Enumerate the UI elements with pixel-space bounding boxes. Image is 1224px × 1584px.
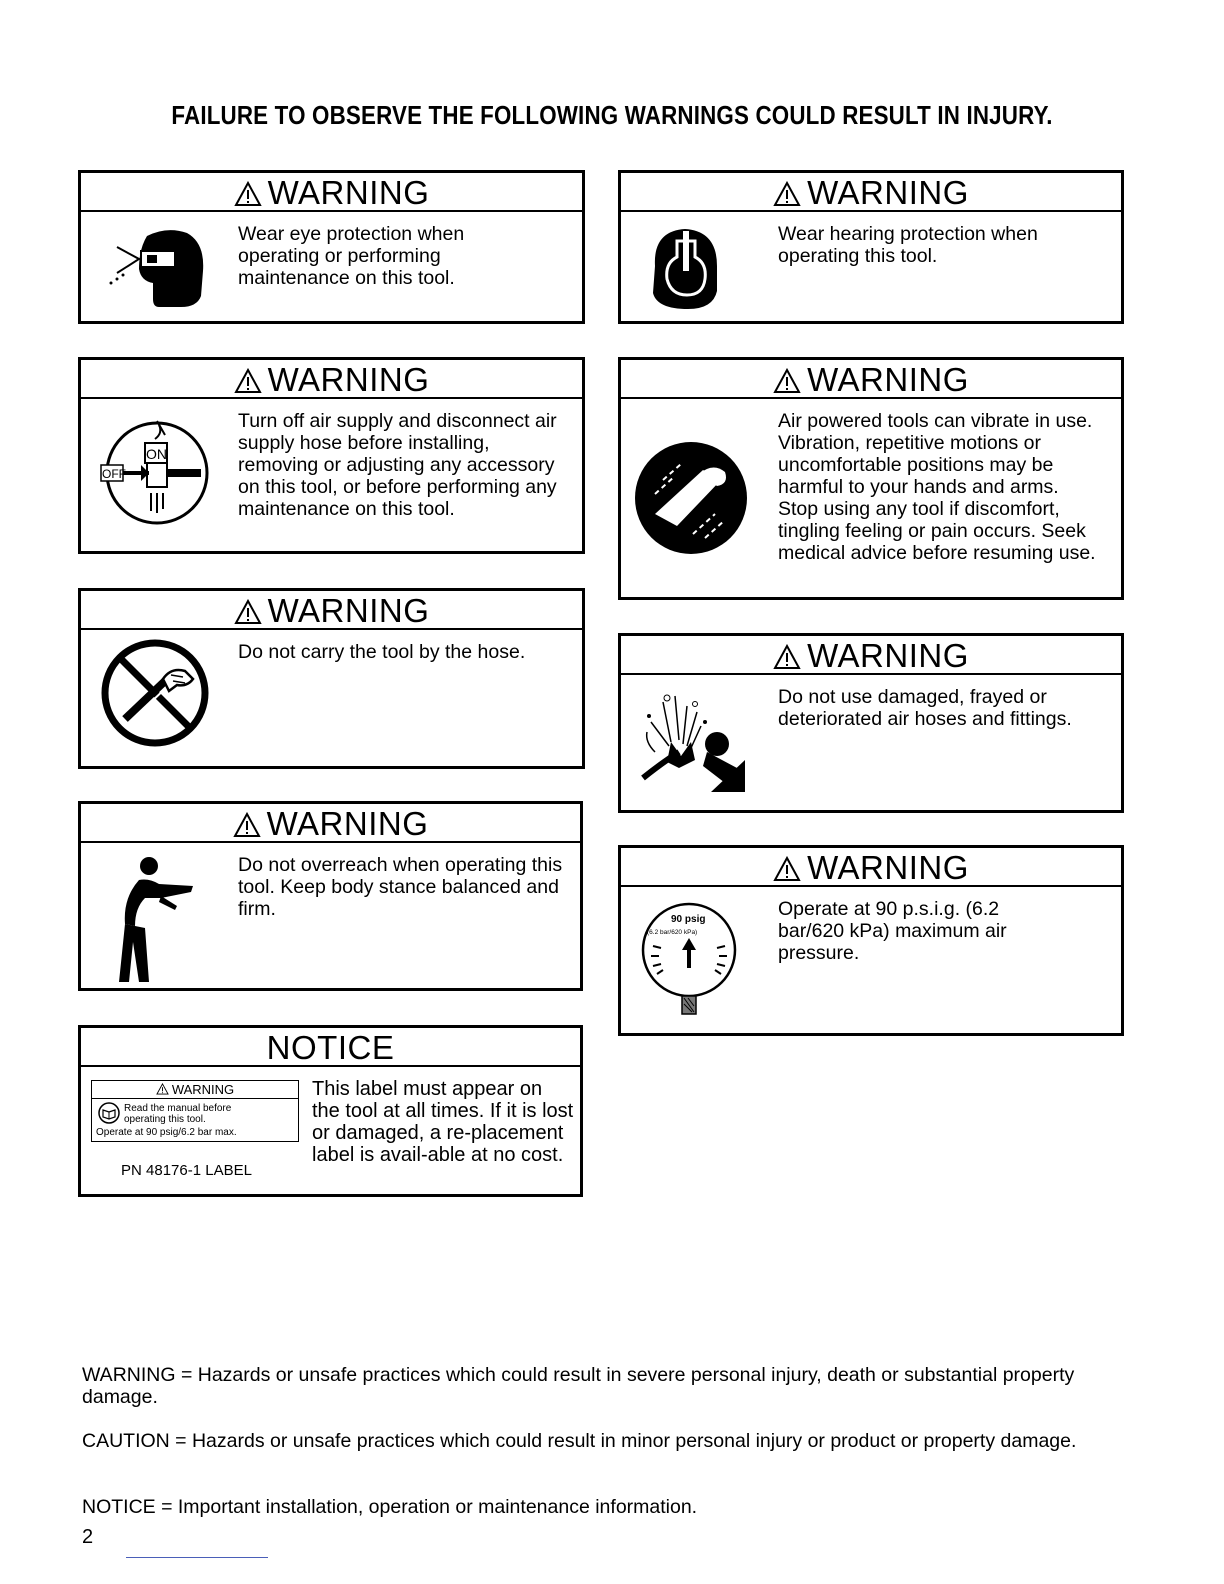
warning-triangle-icon: [156, 1083, 169, 1095]
label-sample-line2: Operate at 90 psig/6.2 bar max.: [96, 1127, 237, 1138]
replacement-label-sample: [91, 1080, 299, 1142]
page-headline: FAILURE TO OBSERVE THE FOLLOWING WARNINGS COULD RESULT IN INJURY.: [171, 100, 1053, 130]
footer-rule: [126, 1557, 268, 1558]
warning-header: [621, 848, 1121, 887]
warning-header: [81, 591, 582, 630]
warning-title: WARNING: [267, 174, 430, 211]
warning-title: WARNING: [807, 361, 969, 398]
hearing-protection-icon: [643, 221, 733, 311]
warning-header: [81, 360, 582, 399]
warning-text: Do not use damaged, frayed or deteriorated air hoses and fittings.: [778, 686, 1072, 730]
warning-triangle-icon: [234, 599, 262, 625]
warning-carry-by-hose: [78, 588, 585, 769]
warning-title: WARNING: [266, 805, 429, 842]
part-number: PN 48176-1 LABEL: [121, 1162, 252, 1179]
notice-header: NOTICE: [81, 1028, 580, 1067]
warning-header: [621, 360, 1121, 399]
gauge-kpa-label: (6.2 bar/620 kPa): [647, 929, 698, 936]
notice-box: [78, 1025, 583, 1197]
warning-text: Wear eye protection when operating or performing maintenance on this tool.: [238, 223, 465, 289]
manual-book-icon: [98, 1102, 120, 1124]
hose-burst-icon: [633, 682, 751, 794]
warning-title: WARNING: [267, 592, 430, 629]
label-sample-line1: Read the manual before operating this tool.: [124, 1103, 232, 1125]
warning-header: [81, 173, 582, 212]
warning-triangle-icon: [234, 368, 262, 394]
vibration-hand-icon: [633, 440, 749, 556]
warning-title: WARNING: [807, 849, 969, 886]
valve-on-label: ON: [146, 446, 167, 462]
eye-protection-icon: [97, 221, 207, 311]
air-shutoff-valve-icon: [99, 415, 211, 527]
warning-overreach: [78, 801, 583, 991]
gauge-psig-label: 90 psig: [671, 914, 706, 925]
warning-triangle-icon: [234, 181, 262, 207]
definition-warning: WARNING = Hazards or unsafe practices which could result in severe personal injury, death or substantial property damage.: [82, 1364, 1075, 1408]
warning-triangle-icon: [773, 644, 801, 670]
warning-text: Wear hearing protection when operating this tool.: [778, 223, 1038, 267]
warning-eye-protection: [78, 170, 585, 324]
warning-header: [81, 804, 580, 843]
warning-title: WARNING: [267, 361, 430, 398]
warning-triangle-icon: [773, 368, 801, 394]
warning-text: Operate at 90 p.s.i.g. (6.2 bar/620 kPa) maximum air pressure.: [778, 898, 1007, 964]
warning-hearing-protection: [618, 170, 1124, 324]
warning-vibration: [618, 357, 1124, 600]
warning-title: WARNING: [807, 174, 969, 211]
definition-notice: NOTICE = Important installation, operation or maintenance information.: [82, 1496, 698, 1518]
page-number: 2: [82, 1526, 94, 1548]
warning-turn-off-air: [78, 357, 585, 554]
warning-header: [621, 636, 1121, 675]
valve-off-label: OFF: [102, 467, 126, 481]
notice-text: This label must appear on the tool at all times. If it is lost or damaged, a re-placement label is avail-able at no cost.: [312, 1078, 574, 1166]
warning-text: Do not carry the tool by the hose.: [238, 641, 526, 663]
warning-triangle-icon: [773, 856, 801, 882]
warning-triangle-icon: [233, 812, 261, 838]
pressure-gauge-icon: [639, 900, 743, 1020]
warning-text: Turn off air supply and disconnect air supply hose before installing, removing or adjusting any accessory on this tool, or before performing any maintenance on this tool.: [238, 410, 557, 520]
label-sample-header: [92, 1081, 298, 1099]
definition-caution: CAUTION = Hazards or unsafe practices which could result in minor personal injury or product or property damage.: [82, 1430, 1077, 1452]
warning-triangle-icon: [773, 181, 801, 207]
label-sample-title: WARNING: [171, 1082, 235, 1097]
warning-max-pressure: [618, 845, 1124, 1036]
warning-damaged-hoses: [618, 633, 1124, 813]
warning-text: Do not overreach when operating this tool. Keep body stance balanced and firm.: [238, 854, 563, 920]
warning-text: Air powered tools can vibrate in use. Vibration, repetitive motions or uncomfortable positions may be harmful to your hands and arms. Stop using any tool if discomfort, tingling feeling or pain occurs. Seek medical advice before resuming use.: [778, 410, 1096, 564]
warning-title: WARNING: [807, 637, 969, 674]
overreach-figure-icon: [101, 854, 201, 984]
no-carry-by-hose-icon: [99, 637, 211, 749]
warning-header: [621, 173, 1121, 212]
